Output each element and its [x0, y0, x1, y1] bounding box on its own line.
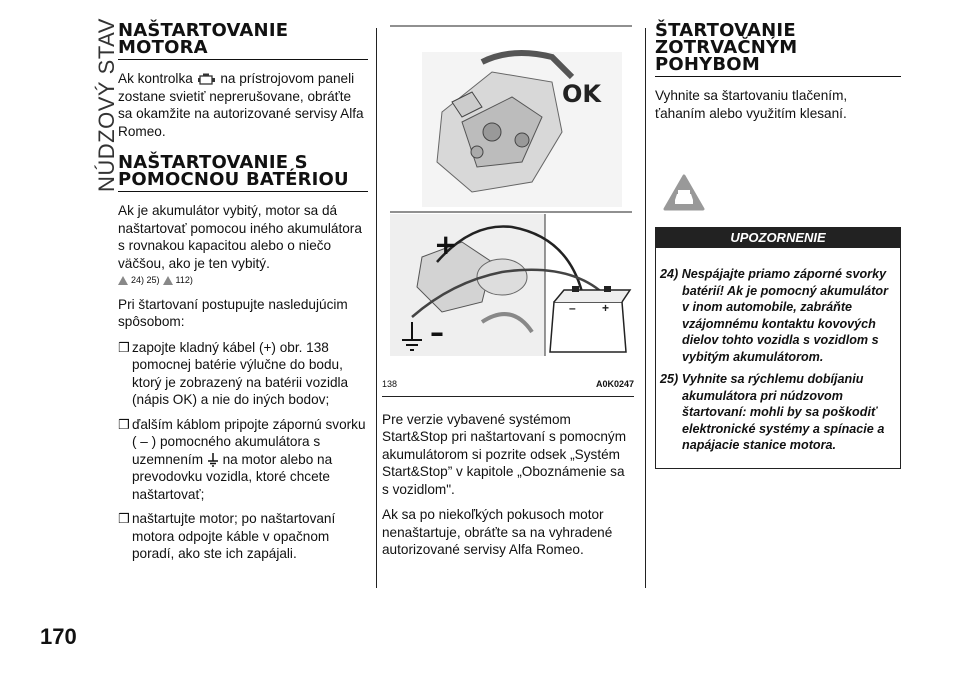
battery-terminal-closeup — [422, 52, 622, 207]
procedure-list — [118, 339, 368, 563]
caution-triangle-icon — [163, 276, 173, 285]
paragraph-service: Ak sa po niekoľkých pokusoch motor nenaštartuje, obráťte sa na vyhradené autorizované servisy Alfa Romeo. — [382, 507, 613, 557]
warning-references: 24) 25) 112) — [118, 272, 368, 290]
paragraph-dead-battery: Ak je akumulátor vybitý, motor sa dá naštartovať pomocou iného akumulátora s rovnakou kapacitou alebo o niečo väčšou, ako je ten vybitý. — [118, 203, 362, 271]
warning-triangle-icon — [118, 276, 128, 285]
heading-rule — [118, 59, 368, 60]
column-divider — [645, 28, 646, 588]
warning-header: UPOZORNENIE — [655, 227, 901, 249]
figure-jump-start — [382, 22, 634, 374]
paragraph-start-stop: Pre verzie vybavené systémom Start&Stop pri naštartovaní s pomocným akumulátorom si pozrite odsek „Systém Start&Stop” v kapitole „Oboznámenie sa s vozidlom". — [382, 411, 627, 497]
jump-start-illustration — [382, 22, 634, 374]
warning-item: 25) Vyhnite sa rýchlemu dobíjaniu akumulátora pri núdzovom štartovaní: mohli by sa poškodiť elektronické systémy a spínacie a napájacie stanice motora. — [660, 372, 885, 452]
heading-engine-start: NAŠTARTOVANIE MOTORA — [118, 20, 289, 58]
plus-terminal-label: + — [434, 228, 458, 261]
section-side-tab — [70, 18, 119, 192]
heading-push-start: ŠTARTOVANIE ZOTRVAČNÝM POHYBOM — [655, 20, 798, 75]
minus-terminal-label: – — [430, 316, 444, 349]
section-side-tab-label: NÚDZOVÝ STAV — [94, 18, 119, 192]
warning-item: 24) Nespájajte priamo záporné svorky batérií! Ak je pomocný akumulátor v inom automobile, zabráňte vzájomnému kontaktu kovových dielov tohto vozidla s vozidlom s vybitým akumulátorom. — [660, 267, 888, 364]
booster-battery — [550, 286, 630, 352]
list-item: ❒ ďalším káblom pripojte zápornú svorku ( – ) pomocného akumulátora s uzemnením na motor alebo na prevodovku vozidla, ktoré chcete naštartovať; — [118, 416, 366, 502]
figure-number: 138 — [382, 379, 398, 389]
paragraph-push-start: Vyhnite sa štartovaniu tlačením, ťahaním alebo využitím klesaní. — [655, 88, 848, 121]
ok-label: OK — [562, 80, 601, 108]
paragraph-procedure-intro: Pri štartovaní postupujte nasledujúcim spôsobom: — [118, 296, 348, 329]
paragraph-warning-light: Ak kontrolka na prístrojovom paneli zostane svietiť neprerušovane, obráťte sa okamžite na autorizované servisy Alfa Romeo. — [118, 71, 364, 139]
list-item: ❒ naštartujte motor; po naštartovaní motora odpojte káble v opačnom poradí, ako ste ich zapájali. — [118, 511, 336, 561]
battery-minus-label: – — [569, 301, 576, 315]
heading-jump-start: NAŠTARTOVANIE S POMOCNOU BATÉRIOU — [118, 152, 349, 190]
page-number: 170 — [40, 624, 77, 649]
battery-plus-label: + — [602, 301, 610, 315]
car-warning-icon — [663, 174, 705, 212]
column-divider — [376, 28, 377, 588]
warning-box — [655, 248, 901, 469]
column-middle — [382, 22, 634, 567]
heading-rule — [118, 191, 368, 192]
column-left — [118, 22, 368, 570]
figure-caption — [382, 376, 634, 397]
checkbox-bullet-icon: ❒ — [118, 339, 130, 355]
list-item: ❒ zapojte kladný kábel (+) obr. 138 pomocnej batérie výlučne do bodu, ktorý je zobrazený na batérii vozidla (nápis OK) a nie do iných bodov; — [118, 339, 349, 407]
ground-symbol-icon — [207, 453, 219, 467]
figure-code: A0K0247 — [595, 379, 634, 389]
column-right — [655, 22, 901, 469]
heading-rule — [655, 76, 901, 77]
checkbox-bullet-icon: ❒ — [118, 511, 130, 526]
engine-light-icon — [197, 72, 217, 86]
checkbox-bullet-icon: ❒ — [118, 416, 130, 432]
